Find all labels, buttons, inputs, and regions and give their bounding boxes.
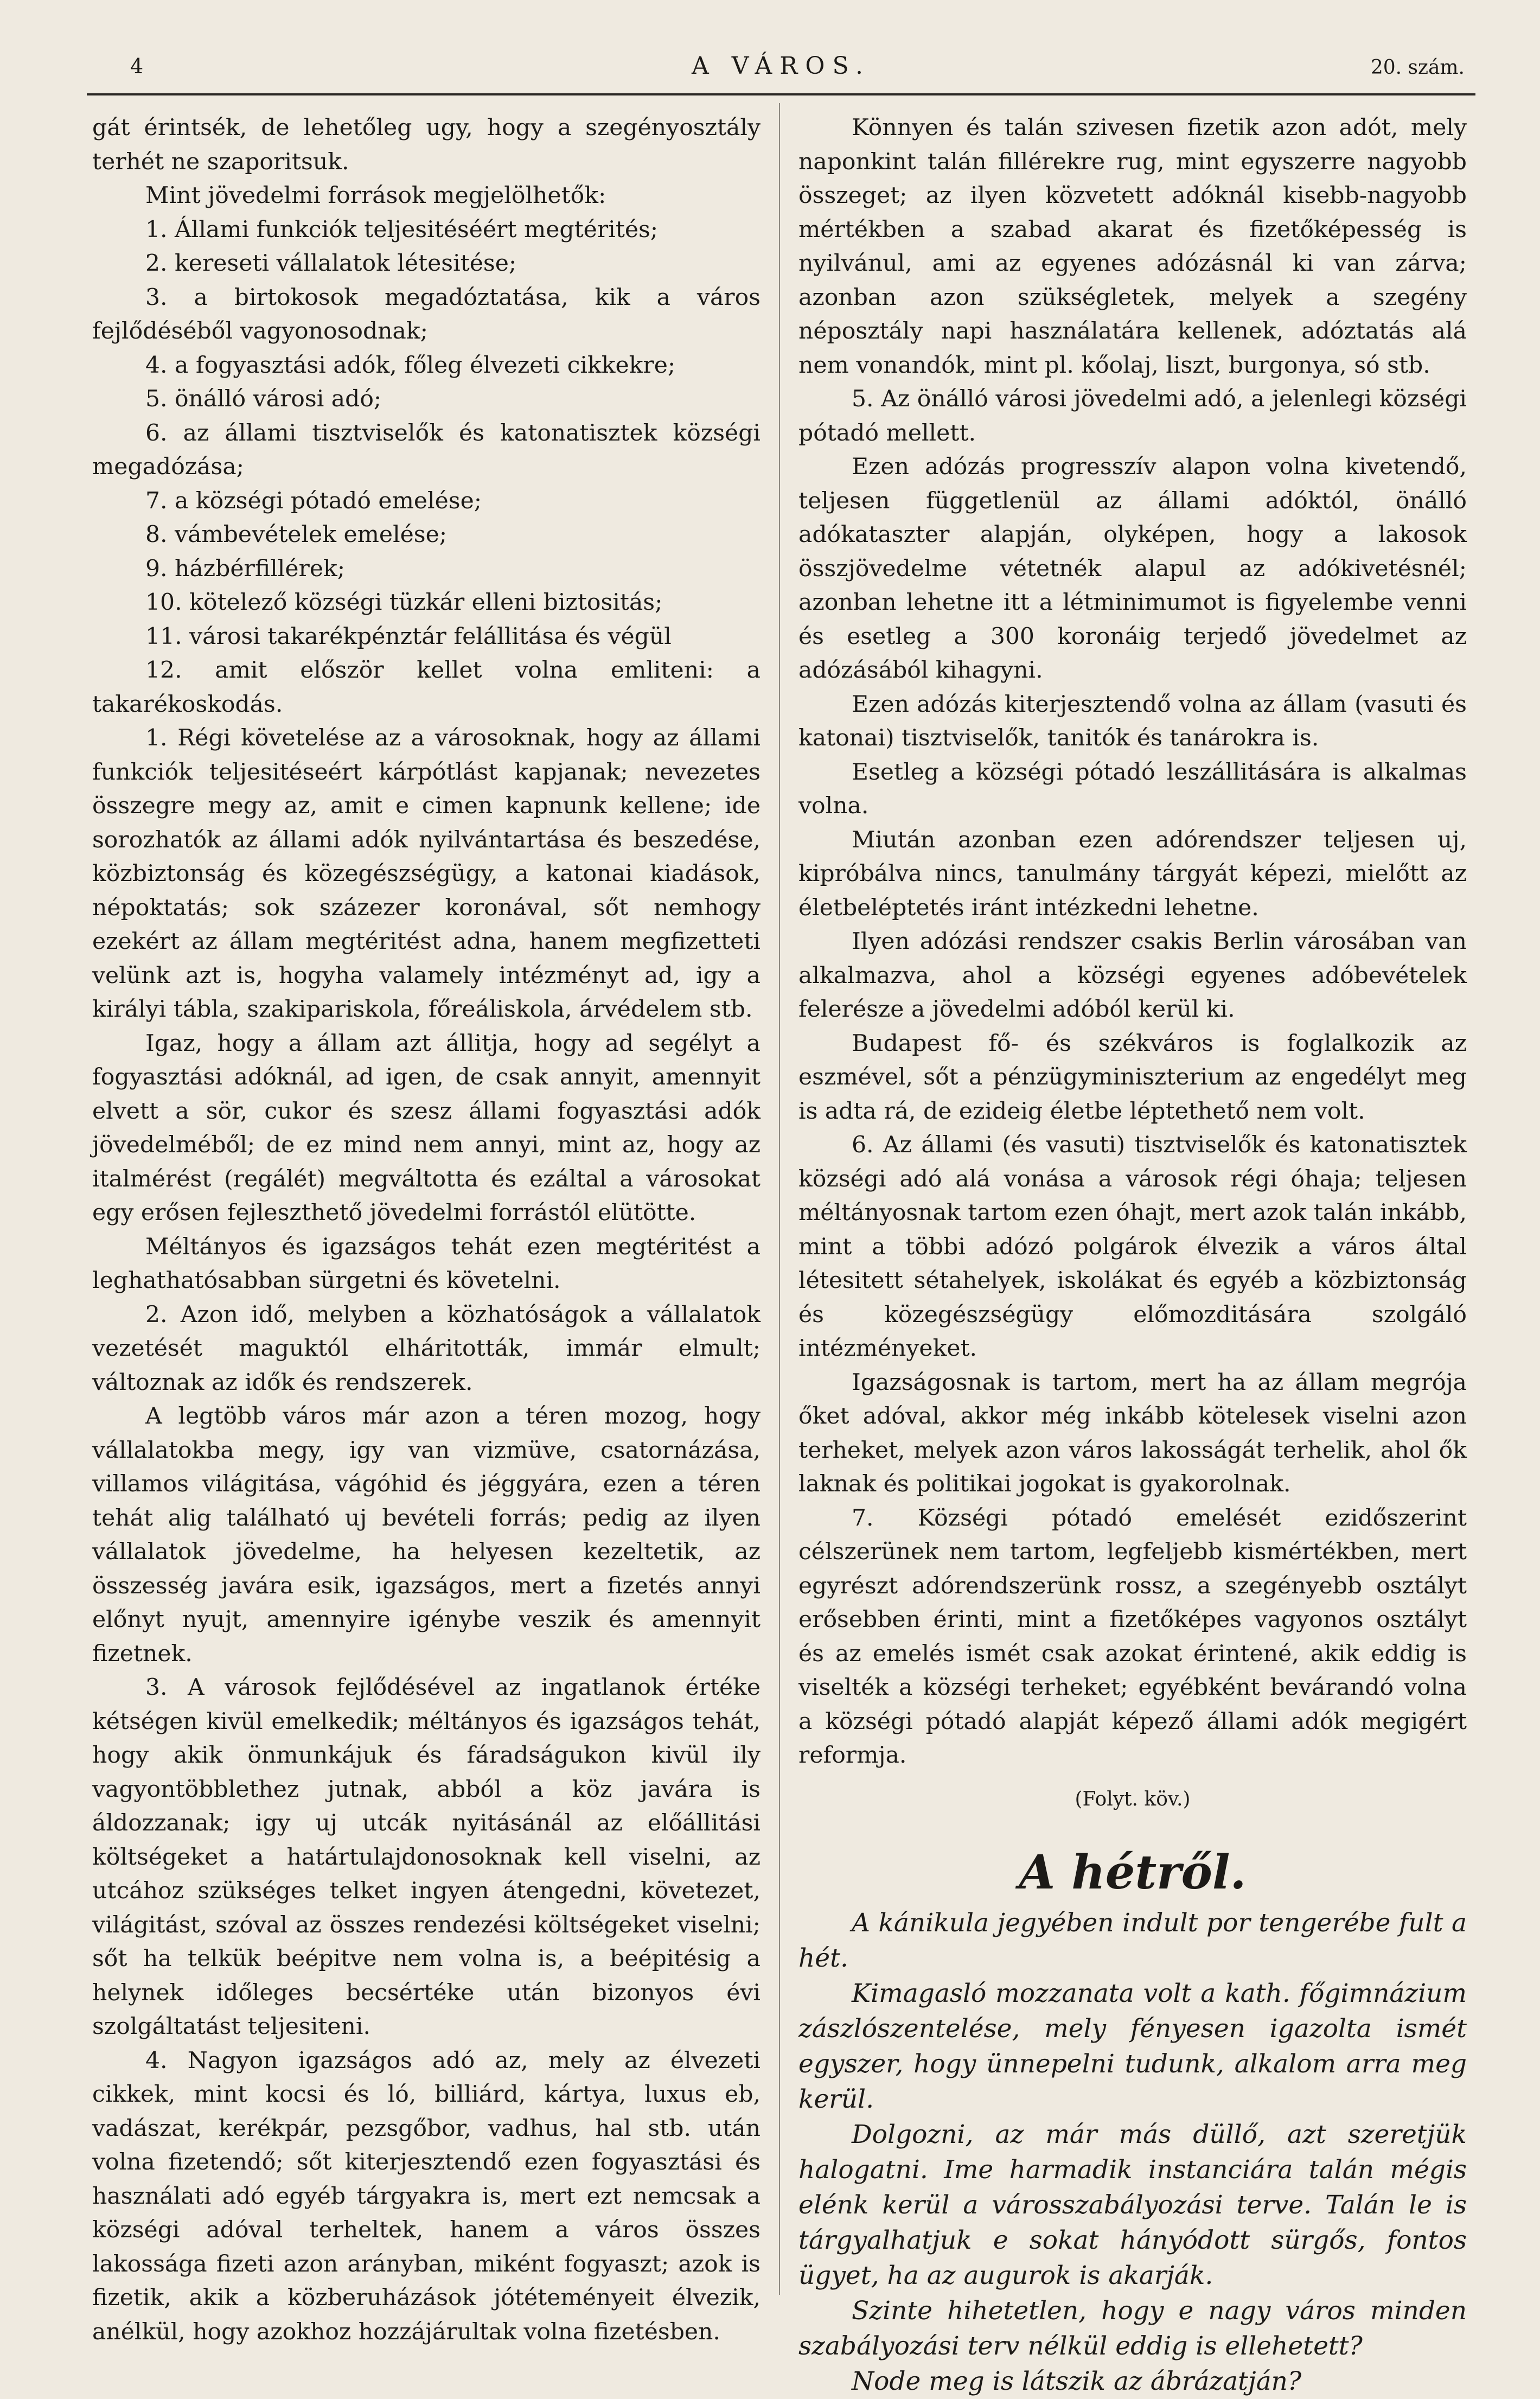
paragraph: Méltányos és igazságos tehát ezen megtéritést a leghathatósabban sürgetni és követelni.	[92, 1233, 761, 1294]
paragraph: 8. vámbevételek emelése;	[145, 521, 448, 548]
paragraph: 2. Azon idő, melyben a közhatóságok a vállalatok vezetését maguktól elháritották, immár elmult; változnak az idők és rendszerek.	[92, 1301, 761, 1396]
paragraph: 1. Állami funkciók teljesitéséért megtérités;	[145, 216, 659, 243]
left-column	[92, 111, 761, 2349]
hetrol-paragraph: Szinte hihetetlen, hogy e nagy város minden szabályozási terv nélkül eddig is ellehetett?	[798, 2296, 1467, 2361]
right-column	[798, 111, 1467, 2399]
paragraph: Mint jövedelmi források megjelölhetők:	[145, 182, 606, 209]
paragraph: Igaz, hogy a állam azt állitja, hogy ad segélyt a fogyasztási adóknál, ad igen, de csak annyit, amennyit elvett a sör, cukor és szesz állami fogyasztási adók jövedelméből; de ez mind nem annyi, mint az, hogy az italmérést (regálét) megváltotta és ezáltal a városokat egy erősen fejleszthető jövedelmi forrástól elütötte.	[92, 1030, 761, 1226]
paragraph: 9. házbérfillérek;	[145, 555, 346, 582]
paragraph: 10. kötelező községi tüzkár elleni biztositás;	[145, 589, 663, 616]
paragraph: 7. a községi pótadó emelése;	[145, 487, 482, 514]
paragraph: Ilyen adózási rendszer csakis Berlin városában van alkalmazva, ahol a községi egyenes adóbevételek felerésze a jövedelmi adóból kerül ki.	[798, 928, 1467, 1023]
paragraph: 6. Az állami (és vasuti) tisztviselők és katonatisztek községi adó alá vonása a városok régi óhaja; teljesen méltányosnak tartom ezen óhajt, mert azok talán inkább, mint a többi adózó polgárok élvezik a város által létesitett sétahelyek, iskolákat és egyéb a közbiztonság és közegészségügy előmozditására szolgáló intézményeket.	[798, 1132, 1467, 1362]
paragraph: 4. a fogyasztási adók, főleg élvezeti cikkekre;	[145, 352, 676, 379]
paragraph: 4. Nagyon igazságos adó az, mely az élvezeti cikkek, mint kocsi és ló, billiárd, kártya, luxus eb, vadászat, kerékpár, pezsgőbor, vadhus, hal stb. után volna fizetendő; sőt kiterjesztendő ezen fogyasztási és használati adó egyéb tárgyakra is, mert ezt nemcsak a községi adóval terheltek, hanem a város összes lakossága fizeti azon arányban, miként fogyaszt; azok is fizetik, akik a közberuházások jótéteményeit élvezik, anélkül, hogy azokhoz hozzájárultak volna fizetésben.	[92, 2047, 761, 2345]
paragraph: 5. önálló városi adó;	[145, 386, 382, 412]
column-divider	[779, 103, 780, 2295]
paragraph: 3. A városok fejlődésével az ingatlanok értéke kétségen kivül emelkedik; méltányos és igazságos tehát, hogy akik önmunkájuk és fáradságukon kivül ily vagyontöbblethez jutnak, abból a köz javára is áldozzanak; igy uj utcák nyitásánál az előállitási költségeket a határtulajdonosoknak kell viselni, az utcához szükséges telket ingyen átengedni, követezet, világitást, szóval az összes rendezési költségeket viselni; sőt ha telkük beépitve nem volna is, a beépitésig a helynek időleges becsértéke után bizonyos évi szolgáltatást teljesiteni.	[92, 1674, 761, 2040]
paragraph: 1. Régi követelése az a városoknak, hogy az állami funkciók teljesitéseért kárpótlást kapjanak; nevezetes összegre megy az, amit e cimen kapnunk kellene; ide sorozhatók az állami adók nyilvántartása és beszedése, közbiztonság és közegészségügy, a katonai kiadások, népoktatás; sok százezer koronával, sőt nemhogy ezekért az állam megtéritést adna, hanem megfizetteti velünk azt is, hogyha valamely intézményt ad, igy a királyi tábla, szakipariskola, főreáliskola, árvédelem stb.	[92, 725, 761, 1023]
paragraph: 12. amit először kellet volna emliteni: a takarékoskodás.	[92, 657, 761, 718]
paragraph: Könnyen és talán szivesen fizetik azon adót, mely naponkint talán fillérekre rug, mint egyszerre nagyobb összeget; az ilyen közvetett adóknál kisebb-nagyobb mértékben a szabad akarat és fizetőképesség is nyilvánul, ami az egyenes adózásnál ki van zárva; azonban azon szükségletek, melyek a szegény néposztály napi használatára kellenek, adóztatás alá nem vonandók, mint pl. kőolaj, liszt, burgonya, só stb.	[798, 114, 1467, 379]
issue-number: 20. szám.	[1370, 56, 1465, 79]
paragraph: A legtöbb város már azon a téren mozog, hogy vállalatokba megy, igy van vizmüve, csatornázása, villamos világitása, vágóhid és jéggyára, ezen a téren tehát alig található uj bevételi forrás; pedig az ilyen vállalatok jövedelme, ha helyesen kezeltetik, az összesség javára esik, igazságos, mert a fizetés annyi előnyt nyujt, amennyire igénybe veszik és amennyit fizetnek.	[92, 1403, 761, 1667]
hetrol-section	[798, 1905, 1467, 2399]
paragraph: 6. az állami tisztviselők és katonatisztek községi megadózása;	[92, 419, 761, 480]
paragraph: 2. kereseti vállalatok létesitése;	[145, 250, 517, 277]
hetrol-paragraph: A kánikula jegyében indult por tengerébe fult a hét.	[798, 1908, 1467, 1973]
hetrol-paragraph: Kimagasló mozzanata volt a kath. főgimnázium zászlószentelése, mely fényesen igazolta ismét egyszer, hogy ünnepelni tudunk, alkalom arra meg kerül.	[798, 1979, 1467, 2114]
paragraph: Igazságosnak is tartom, mert ha az állam megrója őket adóval, akkor még inkább kötelesek viselni azon terheket, melyek azon város lakosságát terhelik, ahol ők laknak és politikai jogokat is gyakorolnak.	[798, 1369, 1467, 1497]
article-continuation	[798, 111, 1467, 1773]
paragraph: Ezen adózás progresszív alapon volna kivetendő, teljesen függetlenül az állami adóktól, önálló adókataszter alapján, olyképen, hogy a lakosok összjövedelme vétetnék alapul az adókivetésnél; azonban lehetne itt a létminimumot is figyelembe venni és esetleg a 300 koronáig terjedő jövedelmet az adózásából kihagyni.	[798, 454, 1467, 684]
paragraph: 7. Községi pótadó emelését ezidőszerint célszerünek nem tartom, legfeljebb kismértékben, mert egyrészt adórendszerünk rossz, a szegényebb osztályt erősebben érinti, mint a fizetőképes vagyonos osztályt és az emelés ismét csak azokat érintené, akik eddig is viselték a községi terheket; egyébként bevárandó volna a községi pótadó alapját képező állami adók megigért reformja.	[798, 1504, 1467, 1769]
paragraph: Ezen adózás kiterjesztendő volna az állam (vasuti és katonai) tisztviselők, tanitók és tanárokra is.	[798, 691, 1467, 751]
hetrol-paragraph: Node meg is látszik az ábrázatján?	[852, 2366, 1302, 2396]
masthead-title: A VÁROS.	[691, 52, 871, 80]
paragraph: Budapest fő- és székváros is foglalkozik az eszmével, sőt a pénzügyminiszterium az engedélyt meg is adta rá, de ezideig életbe léptethető nem volt.	[798, 1030, 1467, 1125]
page-header	[87, 49, 1475, 92]
page-number: 4	[130, 54, 144, 78]
paragraph: 11. városi takarékpénztár felállitása és végül	[145, 623, 672, 650]
paragraph: gát érintsék, de lehetőleg ugy, hogy a szegényosztály terhét ne szaporitsuk.	[92, 114, 761, 175]
header-rule	[87, 93, 1475, 95]
paragraph: 3. a birtokosok megadóztatása, kik a város fejlődéséből vagyonosodnak;	[92, 284, 761, 344]
hetrol-paragraph: Dolgozni, az már más düllő, azt szeretjük halogatni. Ime harmadik instanciára talán mégis elénk kerül a városszabályozási terve. Talán le is tárgyalhatjuk e sokat hányódott sürgős, fontos ügyet, ha az augurok is akarják.	[798, 2120, 1467, 2290]
hetrol-heading: A hétről.	[1019, 1845, 1247, 1900]
paragraph: Esetleg a községi pótadó leszállitására is alkalmas volna.	[798, 758, 1467, 819]
paragraph: Miután azonban ezen adórendszer teljesen uj, kipróbálva nincs, tanulmány tárgyát képezi, mielőtt az életbeléptetés iránt intézkedni lehetne.	[798, 826, 1467, 921]
paragraph: 5. Az önálló városi jövedelmi adó, a jelenlegi községi pótadó mellett.	[798, 386, 1467, 446]
to-be-continued: (Folyt. köv.)	[1075, 1788, 1191, 1810]
